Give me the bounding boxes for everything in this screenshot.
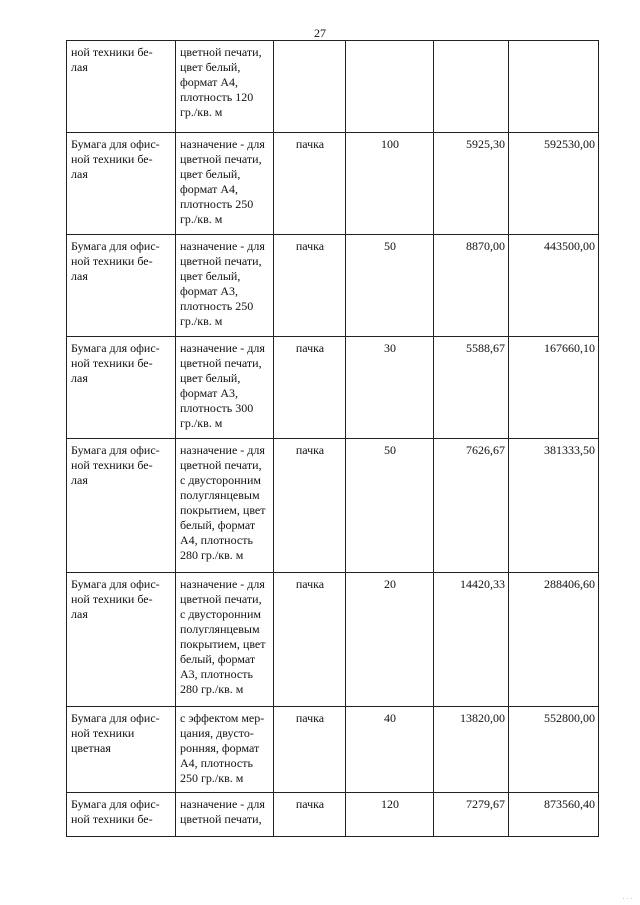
item-description-cell xyxy=(176,707,274,793)
unit-cell-text: пачка xyxy=(295,797,325,811)
quantity-cell-text: 50 xyxy=(384,239,396,253)
total-cell xyxy=(509,793,599,837)
unit-cell-text: пачка xyxy=(295,239,325,253)
unit-cell xyxy=(274,793,346,837)
table-row xyxy=(67,439,599,573)
unit-cell xyxy=(274,133,346,235)
unit-price-cell xyxy=(434,793,509,837)
quantity-cell xyxy=(346,337,434,439)
item-description-cell xyxy=(176,793,274,837)
unit-cell xyxy=(274,439,346,573)
item-name-cell-text: Бумага для офис- ной техники бе- лая xyxy=(71,137,160,181)
quantity-cell xyxy=(346,573,434,707)
quantity-cell-text: 50 xyxy=(384,443,396,457)
item-description-cell-text: цветной печати, цвет белый, формат А4, плотность 120 гр./кв. м xyxy=(180,45,262,119)
item-description-cell xyxy=(176,133,274,235)
item-name-cell xyxy=(67,439,176,573)
total-cell-text: 443500,00 xyxy=(544,239,595,253)
item-description-cell-text: назначение - для цветной печати, с двусторонним полуглянцевым покрытием, цвет белый, формат А4, плотность 280 гр./кв. м xyxy=(180,443,266,562)
total-cell-text: 552800,00 xyxy=(544,711,595,725)
unit-cell xyxy=(274,337,346,439)
scan-mark: · · · xyxy=(622,896,632,902)
quantity-cell xyxy=(346,41,434,133)
table-row xyxy=(67,41,599,133)
unit-price-cell-text: 13820,00 xyxy=(460,711,505,725)
item-description-cell xyxy=(176,439,274,573)
quantity-cell-text: 120 xyxy=(381,797,399,811)
item-name-cell xyxy=(67,793,176,837)
table-row xyxy=(67,235,599,337)
quantity-cell xyxy=(346,133,434,235)
total-cell-text: 167660,10 xyxy=(544,341,595,355)
goods-table-body xyxy=(67,41,599,837)
unit-cell-text: пачка xyxy=(295,711,325,725)
total-cell xyxy=(509,41,599,133)
unit-price-cell xyxy=(434,133,509,235)
item-description-cell-text: с эффектом мер- цания, двусто- ронняя, формат А4, плотность 250 гр./кв. м xyxy=(180,711,265,785)
unit-cell-text: пачка xyxy=(295,443,325,457)
total-cell xyxy=(509,235,599,337)
unit-price-cell-text: 7626,67 xyxy=(466,443,505,457)
item-description-cell-text: назначение - для цветной печати, с двусторонним полуглянцевым покрытием, цвет белый, формат А3, плотность 280 гр./кв. м xyxy=(180,577,266,696)
quantity-cell-text: 40 xyxy=(384,711,396,725)
item-name-cell-text: ной техники бе- лая xyxy=(71,45,153,74)
unit-cell xyxy=(274,41,346,133)
table-row xyxy=(67,133,599,235)
unit-price-cell-text: 5588,67 xyxy=(466,341,505,355)
unit-cell xyxy=(274,235,346,337)
total-cell xyxy=(509,439,599,573)
item-description-cell xyxy=(176,41,274,133)
table-row xyxy=(67,573,599,707)
item-name-cell xyxy=(67,573,176,707)
quantity-cell xyxy=(346,793,434,837)
unit-cell-text: пачка xyxy=(295,137,325,151)
item-name-cell-text: Бумага для офис- ной техники бе- лая xyxy=(71,443,160,487)
item-name-cell-text: Бумага для офис- ной техники цветная xyxy=(71,711,160,755)
unit-cell xyxy=(274,573,346,707)
table-row xyxy=(67,337,599,439)
table-row xyxy=(67,707,599,793)
item-name-cell xyxy=(67,235,176,337)
total-cell xyxy=(509,133,599,235)
item-name-cell xyxy=(67,707,176,793)
unit-cell-text: пачка xyxy=(295,341,325,355)
item-name-cell-text: Бумага для офис- ной техники бе- xyxy=(71,797,160,826)
unit-price-cell xyxy=(434,235,509,337)
item-name-cell xyxy=(67,337,176,439)
quantity-cell xyxy=(346,235,434,337)
item-name-cell-text: Бумага для офис- ной техники бе- лая xyxy=(71,577,160,621)
total-cell xyxy=(509,337,599,439)
quantity-cell xyxy=(346,439,434,573)
unit-price-cell-text: 7279,67 xyxy=(466,797,505,811)
total-cell-text: 873560,40 xyxy=(544,797,595,811)
unit-price-cell xyxy=(434,41,509,133)
goods-table xyxy=(66,40,599,837)
unit-price-cell-text: 14420,33 xyxy=(460,577,505,591)
item-description-cell xyxy=(176,573,274,707)
item-name-cell-text: Бумага для офис- ной техники бе- лая xyxy=(71,341,160,385)
quantity-cell-text: 100 xyxy=(381,137,399,151)
item-name-cell xyxy=(67,41,176,133)
page-number: 27 xyxy=(314,26,326,40)
item-description-cell-text: назначение - для цветной печати, цвет белый, формат А3, плотность 250 гр./кв. м xyxy=(180,239,265,328)
total-cell-text: 381333,50 xyxy=(544,443,595,457)
item-description-cell-text: назначение - для цветной печати, цвет белый, формат А4, плотность 250 гр./кв. м xyxy=(180,137,265,226)
item-description-cell xyxy=(176,337,274,439)
item-description-cell-text: назначение - для цветной печати, xyxy=(180,797,265,826)
item-description-cell xyxy=(176,235,274,337)
unit-cell-text: пачка xyxy=(295,577,325,591)
unit-price-cell xyxy=(434,337,509,439)
table-row xyxy=(67,793,599,837)
item-name-cell xyxy=(67,133,176,235)
unit-price-cell xyxy=(434,439,509,573)
item-description-cell-text: назначение - для цветной печати, цвет белый, формат А3, плотность 300 гр./кв. м xyxy=(180,341,265,430)
total-cell xyxy=(509,707,599,793)
unit-price-cell-text: 8870,00 xyxy=(466,239,505,253)
quantity-cell xyxy=(346,707,434,793)
item-name-cell-text: Бумага для офис- ной техники бе- лая xyxy=(71,239,160,283)
total-cell-text: 592530,00 xyxy=(544,137,595,151)
unit-cell xyxy=(274,707,346,793)
total-cell xyxy=(509,573,599,707)
quantity-cell-text: 30 xyxy=(384,341,396,355)
unit-price-cell xyxy=(434,573,509,707)
unit-price-cell-text: 5925,30 xyxy=(466,137,505,151)
total-cell-text: 288406,60 xyxy=(544,577,595,591)
unit-price-cell xyxy=(434,707,509,793)
quantity-cell-text: 20 xyxy=(384,577,396,591)
